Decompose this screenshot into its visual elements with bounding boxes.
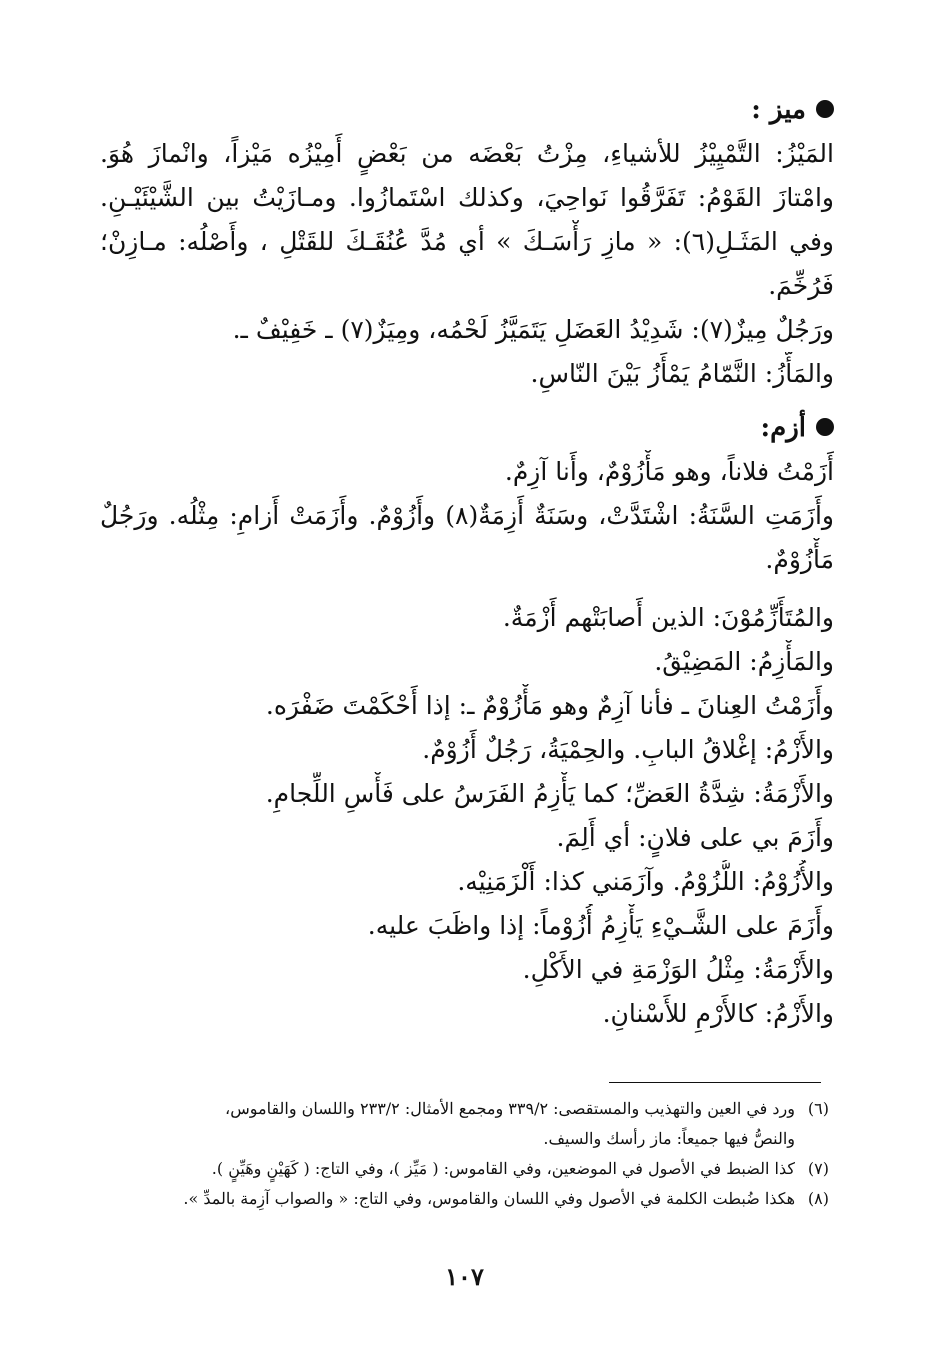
- footnote-6-continued: والنصُّ فيها جميعاً: ماز رأسك والسيف.: [543, 1129, 795, 1148]
- text-line: فَرُخِّمَ.: [768, 271, 834, 300]
- entry-heading-text: أزم:: [760, 413, 806, 443]
- footnote-7: [100, 1154, 829, 1184]
- footnote-8: [100, 1184, 829, 1214]
- text-line: والمَأْزِمُ: المَضِيْقُ.: [654, 647, 834, 676]
- main-text: [100, 88, 834, 1036]
- text-line: مَأْزُوْمٌ.: [765, 545, 834, 574]
- text-line: أَزَمْتُ فلاناً، وهو مَأْزُوْمٌ، وأَنا آزِمٌ.: [504, 457, 834, 486]
- entry-heading-miz: [100, 88, 834, 132]
- footnotes: [100, 1094, 829, 1214]
- footnote-number: (٧): [807, 1159, 829, 1178]
- bullet-icon: [816, 418, 834, 436]
- text-line: وأَزَمَ بي على فلانٍ: أي أَلِمَ.: [556, 823, 834, 852]
- text-line: المَيْزُ: التَّمْيِيْزُ للأشياءِ، مِزْتُ بَعْضَه من بَعْضٍ أَمِيْزُه مَيْزاً، وانْمازَ هُوَ.: [100, 139, 834, 168]
- text-line: ورَجُلٌ مِيزٌ(٧): شَدِيْدُ العَضَلِ يَتَمَيَّزُ لَحْمُه، ومِيَزٌ(٧) ـ خَفِيْفٌ ـ.: [232, 315, 834, 344]
- text-line: والأَزْمَةُ: مِثْلُ الوَزْمَةِ في الأَكْلِ.: [522, 955, 834, 984]
- footnote-number: (٦): [807, 1099, 829, 1118]
- entry-heading-azm: [100, 406, 834, 450]
- entry-heading-text: ميز :: [751, 95, 806, 125]
- footnote-text: ورد في العين والتهذيب والمستقصى: ٣٣٩/٢ ومجمع الأمثال: ٢٣٣/٢ واللسان والقاموس،: [225, 1099, 795, 1118]
- footnote-6: [100, 1094, 829, 1124]
- footnote-text: هكذا ضُبطت الكلمة في الأصول وفي اللسان والقاموس، وفي التاج: « والصواب آزِمة بالمدِّ ».: [183, 1189, 795, 1208]
- footnote-number: (٨): [807, 1189, 829, 1208]
- bullet-icon: [816, 100, 834, 118]
- text-line: وفي المَثَـلِ(٦): « مازِ رَأْسَـكَ » أي مُدَّ عُنُقَـكَ للقَتْلِ ، وأَصْلُه: مـازِنْ؛: [100, 227, 834, 256]
- text-line: والأَزْمُ: إغْلاقُ البابِ. والحِمْيَةُ، رَجُلٌ أَزُوْمٌ.: [422, 735, 834, 764]
- text-line: والأَزْمُ: كالأَرْمِ للأَسْنانِ.: [602, 999, 834, 1028]
- text-line: وأَزَمَ على الشَّـيْءِ يَأْزِمُ أُزُوْماً: إذا واظَبَ عليه.: [367, 911, 834, 940]
- text-line: والمُتَأَزِّمُوْنَ: الذين أَصابَتْهم أَزْمَةٌ.: [502, 603, 834, 632]
- text-line: وامْتازَ القَوْمُ: تَفَرَّقُوا نَواحِيَ، وكذلك اسْتَمازُوا. ومـازَيْتُ بين الشَّيْئَيْـنِ.: [100, 183, 834, 212]
- page-number: ١٠٧: [445, 1262, 484, 1291]
- text-line: والأَزْمَةُ: شِدَّةُ العَضِّ؛ كما يَأْزِمُ الفَرَسُ على فَأْسِ اللِّجامِ.: [265, 779, 834, 808]
- text-line: والمَأَّزُ: النَّمّامُ يَمْأَزُ بَيْنَ النّاسِ.: [530, 359, 834, 388]
- text-line: وأَزَمَتِ السَّنَةُ: اشْتَدَّتْ، وسَنَةٌ أَزِمَةٌ(٨) وأَزُوْمٌ. وأَزَمَتْ أَزامِ: مِثْلُه. ورَجُلٌ: [100, 501, 834, 530]
- text-line: والأُزُوْمُ: اللُّزُوْمُ. وآزَمَني كذا: أَلْزَمَنِيْه.: [457, 867, 834, 896]
- footnote-divider: [609, 1082, 821, 1083]
- footnote-text: كذا الضبط في الأصول في الموضعين، وفي القاموس: ( مَيِّز )، وفي التاج: ( كَهَيْنٍ وهَيِّنٍ ).: [211, 1159, 795, 1178]
- text-line: وأَزَمْتُ العِنانَ ـ فأنا آزِمٌ وهو مَأْزُوْمٌ ـ: إذا أَحْكَمْتَ ضَفْرَه.: [265, 691, 834, 720]
